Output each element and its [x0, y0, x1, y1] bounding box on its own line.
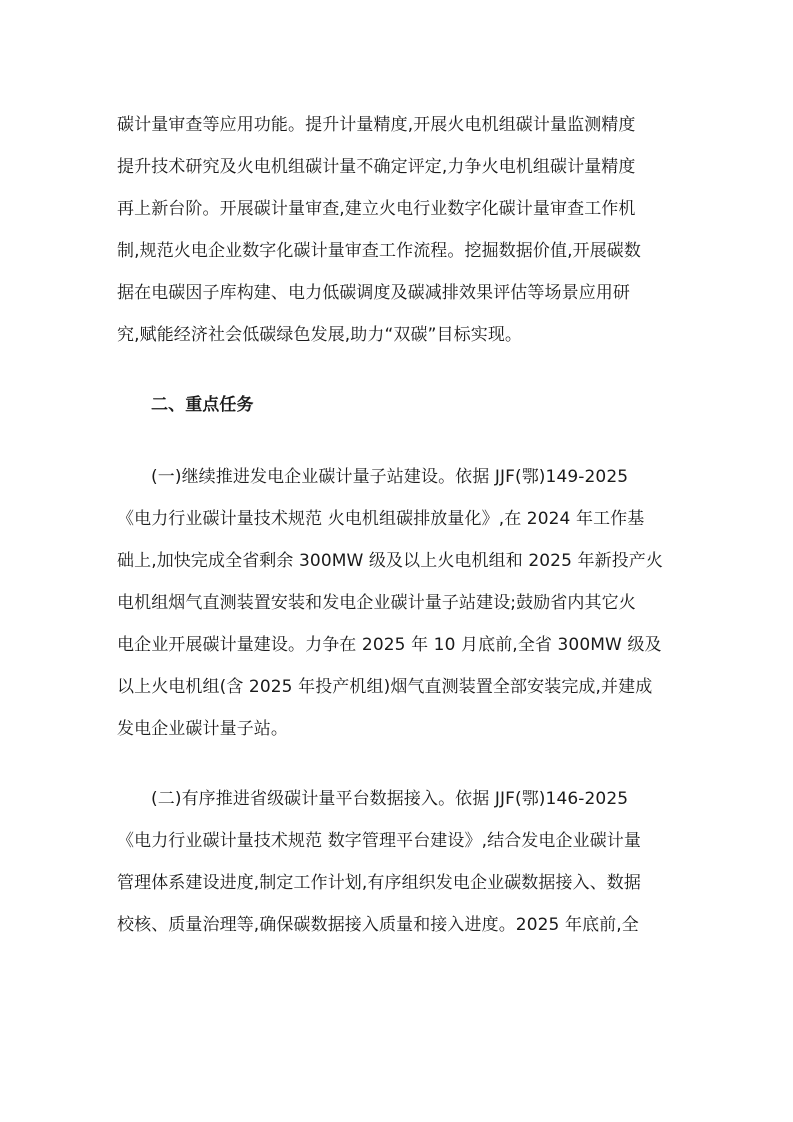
- paragraph-line: 以上火电机组(含 2025 年投产机组)烟气直测装置全部安装完成,并建成: [117, 677, 653, 697]
- paragraph-line: 《电力行业碳计量技术规范 火电机组碳排放量化》,在 2024 年工作基: [117, 509, 645, 529]
- paragraph-line: 提升技术研究及火电机组碳计量不确定评定,力争火电机组碳计量精度: [117, 157, 636, 177]
- paragraph-line: 再上新台阶。开展碳计量审查,建立火电行业数字化碳计量审查工作机: [117, 199, 636, 219]
- paragraph-line: 据在电碳因子库构建、电力低碳调度及碳减排效果评估等场景应用研: [117, 283, 630, 303]
- paragraph-line: 碳计量审查等应用功能。提升计量精度,开展火电机组碳计量监测精度: [117, 115, 636, 135]
- paragraph-line: 校核、质量治理等,确保碳数据接入质量和接入进度。2025 年底前,全: [117, 915, 639, 935]
- paragraph-line: 管理体系建设进度,制定工作计划,有序组织发电企业碳数据接入、数据: [117, 873, 642, 893]
- paragraph-line: 电机组烟气直测装置安装和发电企业碳计量子站建设;鼓励省内其它火: [117, 593, 636, 613]
- paragraph-line: (一)继续推进发电企业碳计量子站建设。依据 JJF(鄂)149-2025: [151, 467, 629, 487]
- paragraph-line: 础上,加快完成全省剩余 300MW 级及以上火电机组和 2025 年新投产火: [117, 551, 664, 571]
- paragraph-line: 发电企业碳计量子站。: [117, 719, 288, 739]
- paragraph-line: 电企业开展碳计量建设。力争在 2025 年 10 月底前,全省 300MW 级及: [117, 635, 662, 655]
- paragraph-line: (二)有序推进省级碳计量平台数据接入。依据 JJF(鄂)146-2025: [151, 789, 629, 809]
- paragraph-line: 究,赋能经济社会低碳绿色发展,助力“双碳”目标实现。: [117, 325, 523, 345]
- paragraph-line: 制,规范火电企业数字化碳计量审查工作流程。挖掘数据价值,开展碳数: [117, 241, 642, 261]
- section-heading: 二、重点任务: [151, 395, 254, 415]
- paragraph-line: 《电力行业碳计量技术规范 数字管理平台建设》,结合发电企业碳计量: [117, 831, 642, 851]
